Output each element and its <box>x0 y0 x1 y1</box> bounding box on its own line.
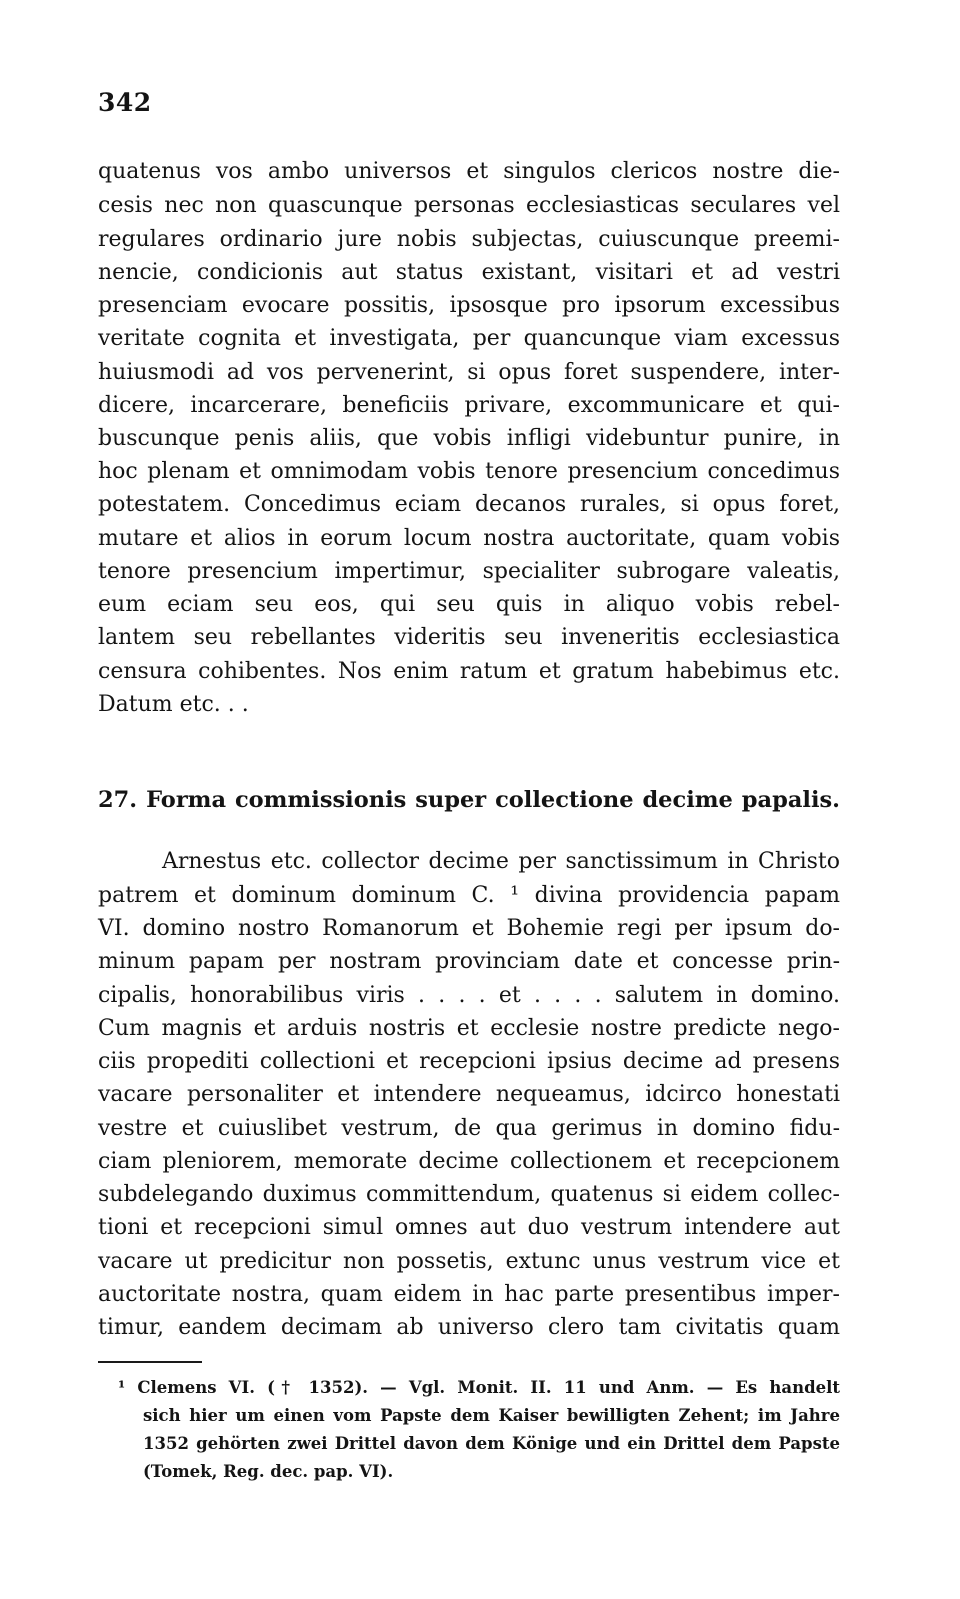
text-line: regulares ordinario jure nobis subjectas, cuiuscunque preemi- <box>98 227 840 252</box>
text-line: vacare ut predicitur non possetis, extunc unus vestrum vice et <box>98 1249 840 1274</box>
footnote-line: sich hier um einen vom Papste dem Kaiser bewilligten Zehent; im Jahre <box>143 1406 840 1425</box>
text-line: cesis nec non quascunque personas ecclesiasticas seculares vel <box>98 193 840 218</box>
text-line: nencie, condicionis aut status existant, visitari et ad vestri <box>98 260 840 285</box>
text-line: timur, eandem decimam ab universo clero tam civitatis quam <box>98 1315 840 1340</box>
footnote-line: ¹ Clemens VI. († 1352). — Vgl. Monit. II. 11 und Anm. — Es handelt <box>118 1378 840 1397</box>
text-line: hoc plenam et omnimodam vobis tenore presencium concedimus <box>98 459 840 484</box>
footnote-line: 1352 gehörten zwei Drittel davon dem Könige und ein Drittel dem Papste <box>143 1434 840 1453</box>
text-line: vestre et cuiuslibet vestrum, de qua gerimus in domino fidu- <box>98 1116 840 1141</box>
text-line: tioni et recepcioni simul omnes aut duo vestrum intendere aut <box>98 1215 840 1240</box>
text-line: veritate cognita et investigata, per quancunque viam excessus <box>98 326 840 351</box>
text-line: subdelegando duximus committendum, quatenus si eidem collec- <box>98 1182 840 1207</box>
text-line: minum papam per nostram provinciam date et concesse prin- <box>98 949 840 974</box>
footnote-rule <box>98 1361 202 1363</box>
text-line: buscunque penis aliis, que vobis infligi videbuntur punire, in <box>98 426 840 451</box>
text-line: vacare personaliter et intendere nequeamus, idcirco honestati <box>98 1082 840 1107</box>
text-line: mutare et alios in eorum locum nostra auctoritate, quam vobis <box>98 526 840 551</box>
text-line: ciam pleniorem, memorate decime collectionem et recepcionem <box>98 1149 840 1174</box>
text-line: auctoritate nostra, quam eidem in hac parte presentibus imper- <box>98 1282 840 1307</box>
text-line: cipalis, honorabilibus viris . . . . et . . . . salutem in domino. <box>98 983 840 1008</box>
text-line: lantem seu rebellantes videritis seu inveneritis ecclesiastica <box>98 625 840 650</box>
footnote-line: (Tomek, Reg. dec. pap. VI). <box>143 1462 394 1481</box>
text-line: Arnestus etc. collector decime per sanctissimum in Christo <box>162 849 840 874</box>
text-line: VI. domino nostro Romanorum et Bohemie regi per ipsum do- <box>98 916 840 941</box>
text-line: Cum magnis et arduis nostris et ecclesie nostre predicte nego- <box>98 1016 840 1041</box>
text-line: dicere, incarcerare, beneficiis privare, excommunicare et qui- <box>98 393 840 418</box>
section-heading: 27. Forma commissionis super collectione decime papalis. <box>98 787 840 813</box>
text-line: presenciam evocare possitis, ipsosque pro ipsorum excessibus <box>98 293 840 318</box>
page-number: 342 <box>98 88 152 117</box>
text-line: tenore presencium impertimur, specialiter subrogare valeatis, <box>98 559 840 584</box>
text-line: quatenus vos ambo universos et singulos clericos nostre die- <box>98 159 840 184</box>
text-line: censura cohibentes. Nos enim ratum et gratum habebimus etc. <box>98 659 840 684</box>
text-line: ciis propediti collectioni et recepcioni ipsius decime ad presens <box>98 1049 840 1074</box>
text-line: huiusmodi ad vos pervenerint, si opus foret suspendere, inter- <box>98 360 840 385</box>
text-line: patrem et dominum dominum C. ¹ divina providencia papam <box>98 883 840 908</box>
text-line: eum eciam seu eos, qui seu quis in aliquo vobis rebel- <box>98 592 840 617</box>
text-line: Datum etc. . . <box>98 692 249 717</box>
text-line: potestatem. Concedimus eciam decanos rurales, si opus foret, <box>98 492 840 517</box>
